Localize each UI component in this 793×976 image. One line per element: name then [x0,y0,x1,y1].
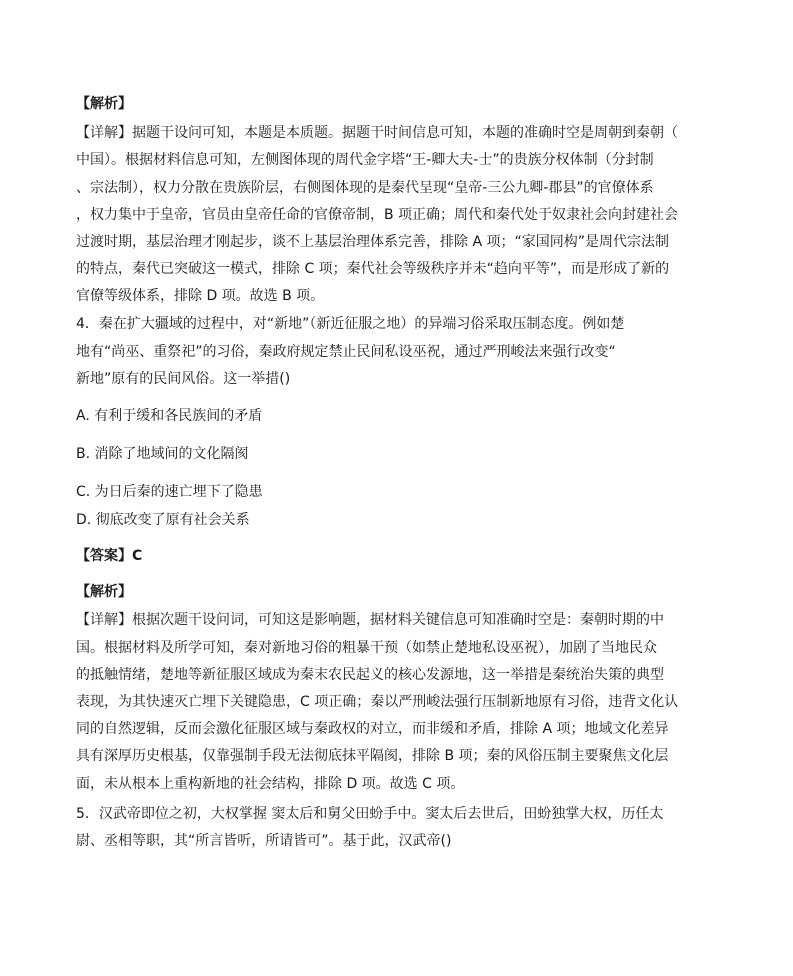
analysis-line: 官僚等级体系，排除 D 项。故选 B 项。 [76,288,325,304]
analysis-line: 的特点，秦代已突破这一模式，排除 C 项；秦代社会等级秩序并未“趋向平等”，而是形成了新的 [76,261,670,277]
analysis-line: 同的自然逻辑，反而会激化征服区域与秦政权的对立，而非缓和矛盾，排除 A 项；地域文化差异 [76,721,669,737]
analysis-line: 【详解】据题干设问可知，本题是本质题。据题干时间信息可知，本题的准确时空是周朝到秦朝（ [76,125,678,141]
analysis-line: 【详解】根据次题干设问词，可知这是影响题，据材料关键信息可知准确时空是：秦朝时期的中 [76,612,664,628]
question-4-stem: 新地”原有的民间风俗。这一举措() [76,371,291,387]
question-5-stem: 尉、丞相等职，其“所言皆听，所请皆可”。基于此，汉武帝() [76,833,452,849]
analysis-line: 具有深厚历史根基，仅靠强制手段无法彻底抹平隔阂，排除 B 项；秦的风俗压制主要聚焦文化层 [76,748,669,764]
option-c: C. 为日后秦的速亡埋下了隐患 [76,484,263,500]
answer-label: 【答案】C [76,548,143,564]
analysis-heading: 【解析】 [76,584,132,600]
option-d: D. 彻底改变了原有社会关系 [76,512,250,528]
question-4-stem: 4．秦在扩大疆域的过程中，对“新地”（新近征服之地）的异端习俗采取压制态度。例如楚 [76,316,625,332]
analysis-line: 国。根据材料及所学可知，秦对新地习俗的粗暴干预（如禁止楚地私设巫祝），加剧了当地民众 [76,640,657,656]
question-4-stem: 地有“尚巫、重祭祀”的习俗，秦政府规定禁止民间私设巫祝，通过严刑峻法来强行改变“ [76,344,616,360]
analysis-line: 面，未从根本上重构新地的社会结构，排除 D 项。故选 C 项。 [76,776,465,792]
analysis-line: 、宗法制），权力分散在贵族阶层，右侧图体现的是秦代呈现“皇帝-三公九卿-郡县”的官僚体系 [76,180,654,196]
analysis-line: ，权力集中于皇帝，官员由皇帝任命的官僚帝制，B 项正确；周代和秦代处于奴隶社会向封建社会 [76,207,679,223]
question-5-stem: 5．汉武帝即位之初，大权掌握 窦太后和舅父田蚡手中。窦太后去世后，田蚡独掌大权，历任太 [76,806,664,822]
analysis-line: 过渡时期，基层治理才刚起步，谈不上基层治理体系完善，排除 A 项；“家国同构”是周代宗法制 [76,234,669,250]
option-a: A. 有利于缓和各民族间的矛盾 [76,408,263,424]
option-b: B. 消除了地域间的文化隔阂 [76,446,249,462]
analysis-heading: 【解析】 [76,96,132,112]
analysis-line: 表现，为其快速灭亡埋下关键隐患，C 项正确；秦以严刑峻法强行压制新地原有习俗，违背文化认 [76,694,679,710]
analysis-line: 的抵触情绪，楚地等新征服区域成为秦末农民起义的核心发源地，这一举措是秦统治失策的典型 [76,667,664,683]
analysis-line: 中国）。根据材料信息可知，左侧图体现的周代金字塔“王-卿大夫-士”的贵族分权体制（分封制 [76,152,654,168]
